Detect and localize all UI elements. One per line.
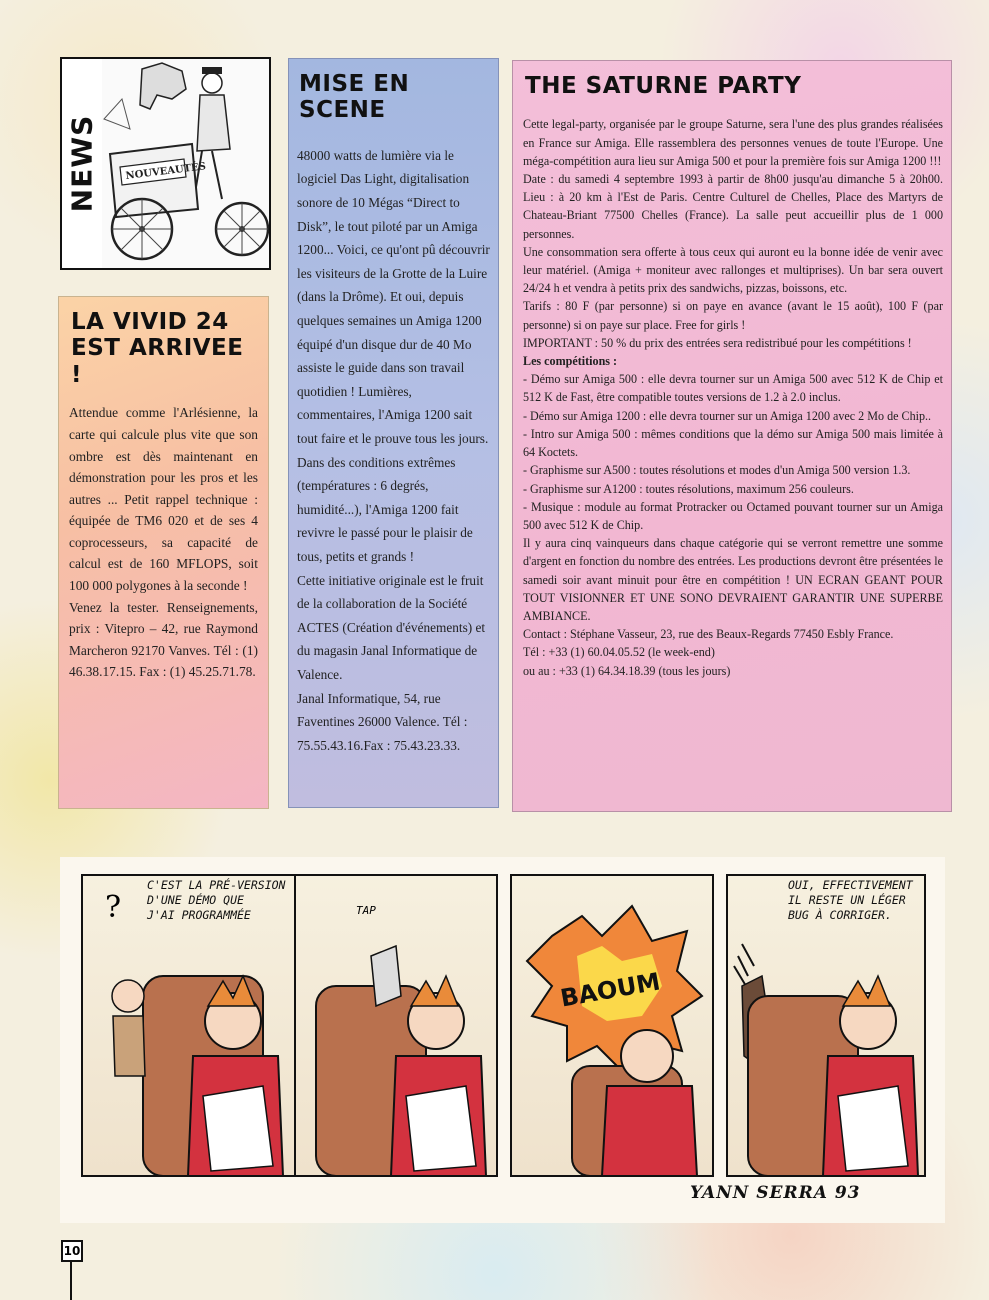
vivid-body [69, 402, 258, 683]
comic-frame-3 [510, 874, 714, 1177]
saturne-phone: Tél : +33 (1) 60.04.05.52 (le week-end) [523, 645, 715, 660]
saturne-paragraph: Une consommation sera offerte à tous ceux qui auront eu la bonne idée de venir avec leur matériel. (Amiga + moniteur avec rallonges et multiprises). Un bar sera ouvert 24/24 h et vendra à petits prix des sandwichs, pizzas, boissons, etc. [523, 244, 943, 296]
mise-paragraph: Cette initiative originale est le fruit de la collaboration de la Société ACTES (Création d'événements) et du magasin Janal Informatique de Valence. [297, 572, 486, 682]
comic-frame-2 [294, 874, 498, 1177]
competition-item: - Intro sur Amiga 500 : mêmes conditions que la démo sur Amiga 500 mais limitée à 64 Koctets. [523, 426, 943, 460]
delivery-cart-illustration [102, 59, 271, 268]
vivid-paragraph: Venez la tester. Renseignements, prix : Vitepro – 42, rue Raymond Marcheron 92170 Vanves. Tél : (1) 46.38.17.15. Fax : (1) 45.25.71.78. [69, 599, 258, 680]
comic-frame-4 [726, 874, 926, 1177]
mise-body [297, 144, 490, 757]
artist-signature: YANN SERRA 93 [690, 1183, 861, 1203]
page-number: 10 [61, 1240, 83, 1262]
sound-effect-baoum: BAOUM [558, 967, 663, 1013]
saturne-title: THE SATURNE PARTY [525, 73, 802, 99]
mise-paragraph: Janal Informatique, 54, rue Faventines 26000 Valence. Tél : 75.55.43.16.Fax : 75.43.23.33. [297, 690, 468, 753]
mise-paragraph: 48000 watts de lumière via le logiciel Das Light, digitalisation sonore de 10 Mégas “Direct to Disk”, le tout piloté par un Amiga 1200... Voici, ce qu'ont pû découvrir les visiteurs de la Grotte de la Luire (dans la Drôme). Et oui, depuis quelques semaines un Amiga 1200 équipé d'un disque dur de 40 Mo assiste le guide dans son travail quotidien ! Lumières, commentaires, l'Amiga 1200 sait tout faire et le prouve tous les jours. Dans des conditions extrêmes (températures : 6 degrés, humidité...), l'Amiga 1200 fait revivre le passé pour le plaisir de tous, petits et grands ! [297, 147, 490, 564]
news-illustration-box [60, 57, 271, 270]
character-typing-illustration [296, 936, 496, 1176]
saturne-paragraph: Cette legal-party, organisée par le groupe Saturne, sera l'une des plus grandes réalisées en France sur Amiga. Elle rassemblera des personnes venues de toute l'Europe. Une méga-compétition aura lieu sur Amiga 500 et pour la première fois sur Amiga 1200 !!! [523, 117, 943, 168]
saturne-paragraph: Date : du samedi 4 septembre 1993 à partir de 8h00 jusqu'au dimanche 5 à 20h00. Lieu : à 20 km à l'Est de Paris. Centre Culturel de Chelles, Place des Martyrs de Chateau-Briant 77500 Chelles (France). La salle peut accueillir plus de 1 000 personnes. [523, 172, 943, 241]
saturne-party-article [512, 60, 952, 812]
competition-item: - Graphisme sur A1200 : toutes résolutions, maximum 256 couleurs. [523, 481, 854, 496]
comic-strip [60, 857, 945, 1223]
saturne-body [523, 115, 943, 679]
sound-effect-tap: TAP [356, 904, 376, 917]
saturne-phone: ou au : +33 (1) 64.34.18.39 (tous les jours) [523, 663, 731, 678]
mise-title: MISE EN SCENE [299, 71, 410, 124]
page-margin-line [70, 1262, 72, 1300]
saturne-paragraph: IMPORTANT : 50 % du prix des entrées sera redistribué pour les compétitions ! [523, 335, 912, 350]
news-label: NEWS [65, 114, 99, 213]
competition-item: - Graphisme sur A500 : toutes résolutions et modes d'un Amiga 500 version 1.3. [523, 463, 911, 478]
explosion-illustration [512, 876, 712, 1176]
saturne-contact: Contact : Stéphane Vasseur, 23, rue des Beaux-Regards 77450 Esbly France. [523, 627, 894, 642]
question-mark: ? [105, 890, 122, 925]
character-reading-illustration [728, 936, 924, 1176]
speech-bubble: C'EST LA PRÉ-VERSION D'UNE DÉMO QUE J'AI PROGRAMMÉE [147, 878, 286, 922]
vivid-article [58, 296, 269, 809]
vivid-title: LA VIVID 24 EST ARRIVEE ! [71, 309, 244, 388]
competitions-heading: Les compétitions : [523, 354, 618, 369]
cart-sign: NOUVEAUTÉS [125, 161, 207, 182]
competition-item: - Musique : module au format Protracker ou Octamed pouvant tourner sur un Amiga 500 avec 512 K de Chip. [523, 499, 943, 532]
speech-bubble: OUI, EFFECTIVEMENT IL RESTE UN LÉGER BUG À CORRIGER. [788, 878, 913, 922]
saturne-closing: Il y aura cinq vainqueurs dans chaque catégorie qui se verront remettre une somme d'argent en fonction du nombre des entrées. Les productions devront être présentées le samedi soir avant minuit pour être en compétition ! UN ECRAN GEANT POUR TOUT VISIONNER ET UNE SONO DEVRAIENT GARANTIR UNE SUPERBE AMBIANCE. [523, 536, 943, 623]
competition-item: - Démo sur Amiga 1200 : elle devra tourner sur un Amiga 1200 avec 2 Mo de Chip.. [523, 408, 932, 423]
vivid-paragraph: Attendue comme l'Arlésienne, la carte qui calcule plus vite que son ombre est dès maintenant en démonstration pour les pros et les autres ... Petit rappel technique : équipée de TM6 020 et de ses 4 coprocesseurs, sa capacité de calcul est de 160 MFLOPS, soit 100 000 polygones à la seconde ! [69, 405, 258, 594]
mise-en-scene-article [288, 58, 499, 808]
saturne-paragraph: Tarifs : 80 F (par personne) si on paye en avance (avant le 15 août), 100 F (par personne) si on paye sur place. Free for girls ! [523, 299, 943, 332]
competition-item: - Démo sur Amiga 500 : elle devra tourner sur un Amiga 500 avec 512 K de Chip et 512 K de Fast, être compatible toutes versions de 1.2 à 2.0 inclus. [523, 372, 943, 405]
